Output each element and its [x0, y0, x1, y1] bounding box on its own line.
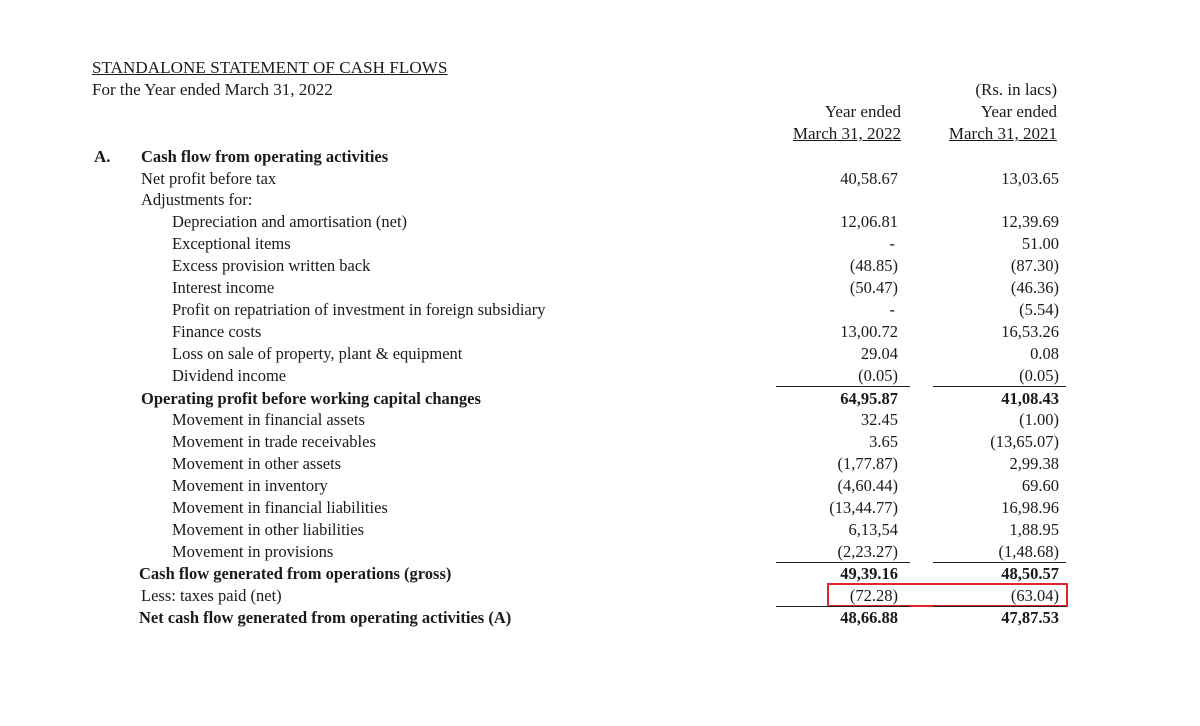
- row-value-2022: 6,13,54: [848, 520, 898, 539]
- row-value-2021: 1,88.95: [1009, 520, 1059, 539]
- table-row: [0, 607, 1200, 629]
- table-row: [0, 519, 1200, 541]
- row-label: Dividend income: [172, 366, 287, 385]
- row-value-2021: (63.04): [1010, 586, 1059, 605]
- row-value-2022: (2,23.27): [837, 542, 898, 561]
- row-value-2022: (1,77.87): [837, 454, 898, 473]
- table-row: [0, 431, 1200, 453]
- row-value-2022: 13,00.72: [840, 322, 898, 341]
- row-value-2022: (13,44.77): [829, 498, 898, 517]
- row-label: Depreciation and amortisation (net): [172, 212, 408, 231]
- row-value-2021: (13,65.07): [990, 432, 1059, 451]
- row-label: Adjustments for:: [141, 190, 253, 209]
- row-value-2021: 2,99.38: [1009, 454, 1059, 473]
- row-value-2022: 3.65: [869, 432, 898, 451]
- row-label: Exceptional items: [172, 234, 291, 253]
- row-label: Net profit before tax: [141, 169, 277, 188]
- col1-header-line2: March 31, 2022: [792, 124, 901, 143]
- row-label: Finance costs: [172, 322, 262, 341]
- section-heading: Cash flow from operating activities: [141, 147, 389, 166]
- row-value-2021: (1,48.68): [998, 542, 1059, 561]
- table-row: [0, 453, 1200, 475]
- section-letter: A.: [94, 147, 111, 166]
- row-value-2022: (0.05): [858, 366, 898, 385]
- row-label: Movement in trade receivables: [172, 432, 376, 451]
- col2-header-line1: Year ended: [980, 102, 1057, 121]
- row-value-2022: (48.85): [849, 256, 898, 275]
- row-value-2022: 64,95.87: [840, 389, 898, 408]
- col1-header-line1: Year ended: [824, 102, 901, 121]
- row-value-2021: (0.05): [1019, 366, 1059, 385]
- row-value-2022: 40,58.67: [840, 169, 898, 188]
- table-row: [0, 233, 1200, 255]
- statement-title: STANDALONE STATEMENT OF CASH FLOWS: [92, 58, 448, 77]
- row-value-2021: 48,50.57: [1001, 564, 1059, 583]
- table-row: [0, 409, 1200, 431]
- row-value-2022: (4,60.44): [837, 476, 898, 495]
- row-value-2022: -: [889, 300, 895, 319]
- section-heading-row: [0, 146, 1200, 168]
- row-value-2021: 69.60: [1021, 476, 1059, 495]
- subtotal-rule-2022: [776, 386, 910, 387]
- row-value-2021: (46.36): [1010, 278, 1059, 297]
- row-label: Interest income: [172, 278, 275, 297]
- table-row: [0, 541, 1200, 563]
- table-row: [0, 343, 1200, 365]
- row-value-2022: 12,06.81: [840, 212, 898, 231]
- row-value-2022: 29.04: [860, 344, 898, 363]
- row-value-2022: 48,66.88: [840, 608, 898, 627]
- highlight-box: [827, 583, 1068, 607]
- row-value-2021: 51.00: [1021, 234, 1059, 253]
- table-row: [0, 497, 1200, 519]
- subtotal-rule-2021: [933, 386, 1066, 387]
- row-value-2022: 49,39.16: [840, 564, 898, 583]
- col2-header-line2: March 31, 2021: [948, 124, 1057, 143]
- row-value-2021: 16,98.96: [1001, 498, 1059, 517]
- row-value-2021: (1.00): [1019, 410, 1059, 429]
- row-value-2021: (5.54): [1019, 300, 1059, 319]
- table-row: [0, 211, 1200, 233]
- statement-subtitle: For the Year ended March 31, 2022: [92, 80, 333, 99]
- row-value-2022: (50.47): [849, 278, 898, 297]
- row-label: Net cash flow generated from operating activities (A): [139, 608, 512, 627]
- row-label: Excess provision written back: [172, 256, 371, 275]
- table-row: [0, 388, 1200, 410]
- row-label: Movement in other liabilities: [172, 520, 365, 539]
- row-label: Movement in other assets: [172, 454, 342, 473]
- row-value-2021: 16,53.26: [1001, 322, 1059, 341]
- row-value-2022: 32.45: [860, 410, 898, 429]
- row-label: Movement in provisions: [172, 542, 334, 561]
- row-label: Loss on sale of property, plant & equipment: [172, 344, 463, 363]
- table-row: [0, 475, 1200, 497]
- row-value-2022: (72.28): [849, 586, 898, 605]
- row-label: Profit on repatriation of investment in foreign subsidiary: [172, 300, 546, 319]
- row-value-2022: -: [889, 234, 895, 253]
- row-label: Movement in financial liabilities: [172, 498, 388, 517]
- row-value-2021: 47,87.53: [1001, 608, 1059, 627]
- row-label: Movement in inventory: [172, 476, 328, 495]
- table-row: [0, 168, 1200, 190]
- table-row: [0, 255, 1200, 277]
- row-value-2021: 13,03.65: [1001, 169, 1059, 188]
- row-value-2021: (87.30): [1010, 256, 1059, 275]
- row-label: Cash flow generated from operations (gross): [139, 564, 452, 583]
- table-row: [0, 299, 1200, 321]
- row-label: Movement in financial assets: [172, 410, 365, 429]
- table-row: [0, 321, 1200, 343]
- table-row: [0, 189, 1200, 211]
- row-value-2021: 41,08.43: [1001, 389, 1059, 408]
- row-label: Operating profit before working capital changes: [141, 389, 481, 408]
- row-label: Less: taxes paid (net): [141, 586, 282, 605]
- units-note: (Rs. in lacs): [975, 80, 1057, 99]
- table-row: [0, 563, 1200, 585]
- table-row: [0, 365, 1200, 387]
- table-row: [0, 277, 1200, 299]
- row-value-2021: 12,39.69: [1001, 212, 1059, 231]
- row-value-2021: 0.08: [1030, 344, 1059, 363]
